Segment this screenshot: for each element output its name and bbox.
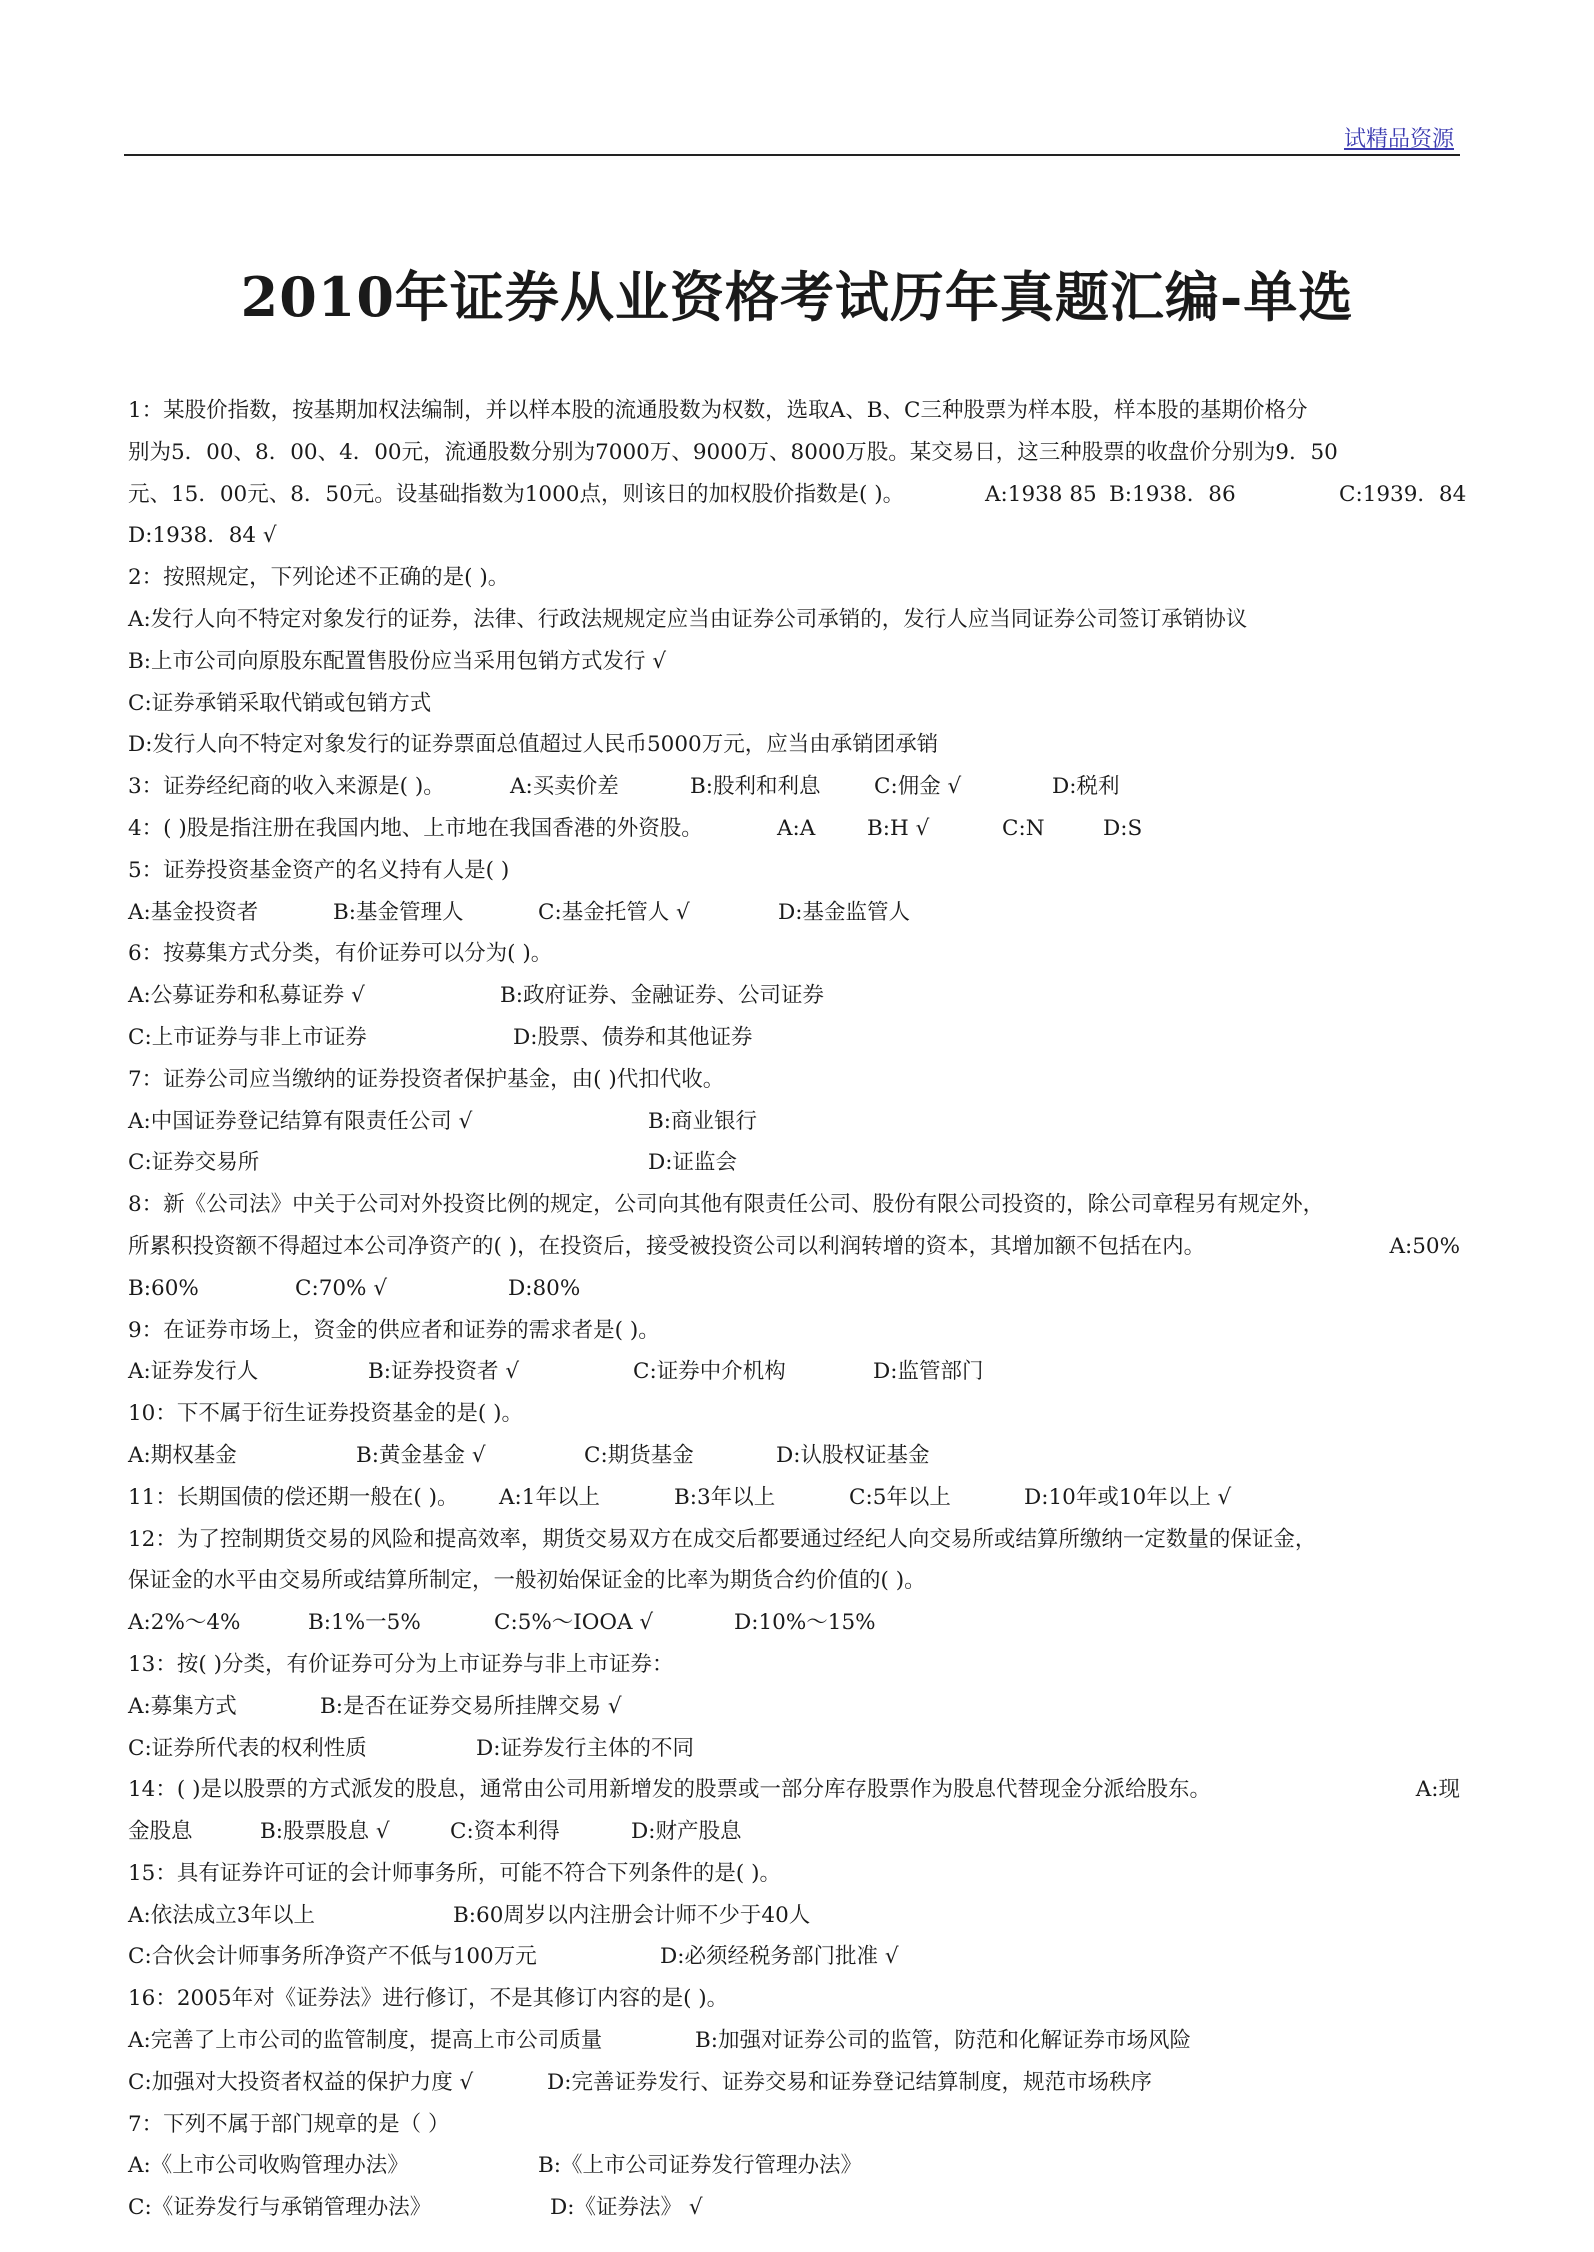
- text-line: [128, 1393, 1460, 1435]
- text-line: [128, 892, 1460, 934]
- text-line: [128, 1560, 1460, 1602]
- line-text: 5：证券投资基金资产的名义持有人是( ): [128, 857, 510, 883]
- line-segment: D:认股权证基金: [776, 1442, 930, 1468]
- line-segment: D:10年或10年以上 √: [1024, 1484, 1232, 1510]
- line-segment: B:基金管理人: [333, 899, 464, 925]
- text-line: [128, 1519, 1460, 1561]
- line-text: 15：具有证券许可证的会计师事务所，可能不符合下列条件的是( )。: [128, 1860, 781, 1886]
- text-line: [128, 1644, 1460, 1686]
- text-line: [128, 2020, 1460, 2062]
- line-segment: C:5%～IOOA √: [494, 1610, 654, 1636]
- line-segment: B:是否在证券交易所挂牌交易 √: [320, 1693, 622, 1719]
- text-line: [128, 2187, 1460, 2229]
- line-segment: C:资本利得: [450, 1819, 560, 1845]
- line-segment: A:1年以上: [499, 1484, 600, 1510]
- line-segment: B:政府证券、金融证券、公司证券: [500, 983, 825, 1009]
- text-line: [128, 1101, 1460, 1143]
- text-line: [128, 724, 1460, 766]
- line-segment: A:《上市公司收购管理办法》: [128, 2153, 409, 2179]
- line-segment: B:60周岁以内注册会计师不少于40人: [453, 1902, 811, 1928]
- line-segment: D:税利: [1052, 774, 1120, 800]
- line-text: 9：在证券市场上，资金的供应者和证券的需求者是( )。: [128, 1317, 660, 1343]
- text-line: [128, 1853, 1460, 1895]
- line-segment: A:公募证券和私募证券 √: [128, 983, 365, 1009]
- text-line: [128, 1728, 1460, 1770]
- line-segment: 14：( )是以股票的方式派发的股息，通常由公司用新增发的股票或一部分库存股票作为股息代替现金分派给股东。: [128, 1777, 1211, 1803]
- text-line: [128, 515, 1460, 557]
- line-segment: A:现: [1415, 1777, 1460, 1803]
- line-segment: C:5年以上: [849, 1484, 951, 1510]
- line-segment: 11：长期国债的偿还期一般在( )。: [128, 1484, 459, 1510]
- line-text: C:证券承销采取代销或包销方式: [128, 690, 432, 716]
- line-segment: D:基金监管人: [778, 899, 910, 925]
- line-text: 13：按( )分类，有价证券可分为上市证券与非上市证券：: [128, 1651, 674, 1677]
- line-segment: A:1938 85: [985, 481, 1097, 507]
- line-segment: C:佣金 √: [874, 774, 962, 800]
- text-line: [128, 1477, 1460, 1519]
- line-text: A:发行人向不特定对象发行的证券，法律、行政法规规定应当由证券公司承销的，发行人应当同证券公司签订承销协议: [128, 606, 1248, 632]
- line-text: 7：下列不属于部门规章的是（ ）: [128, 2111, 450, 2137]
- line-segment: A:完善了上市公司的监管制度，提高上市公司质量: [128, 2028, 603, 2054]
- line-text: 8：新《公司法》中关于公司对外投资比例的规定，公司向其他有限责任公司、股份有限公司投资的，除公司章程另有规定外，: [128, 1192, 1325, 1218]
- line-text: 16：2005年对《证券法》进行修订，不是其修订内容的是( )。: [128, 1986, 729, 2012]
- line-text: 保证金的水平由交易所或结算所制定，一般初始保证金的比率为期货合约价值的( )。: [128, 1568, 926, 1594]
- line-segment: C:70% √: [295, 1275, 388, 1301]
- line-segment: B:黄金基金 √: [356, 1442, 486, 1468]
- line-segment: B:《上市公司证券发行管理办法》: [538, 2153, 863, 2179]
- text-line: [128, 1978, 1460, 2020]
- line-segment: D:证券发行主体的不同: [476, 1735, 694, 1761]
- text-line: [128, 557, 1460, 599]
- line-segment: B:证券投资者 √: [368, 1359, 520, 1385]
- line-text: 10：下不属于衍生证券投资基金的是( )。: [128, 1401, 523, 1427]
- text-line: [128, 1017, 1460, 1059]
- line-text: 别为5．00、8．00、4．00元，流通股数分别为7000万、9000万、8000万股。某交易日，这三种股票的收盘价分别为9．50: [128, 439, 1338, 465]
- text-line: [128, 808, 1460, 850]
- text-line: [128, 641, 1460, 683]
- line-segment: 所累积投资额不得超过本公司净资产的( )，在投资后，接受被投资公司以利润转增的资本，其增加额不包括在内。: [128, 1233, 1206, 1259]
- line-segment: B:H √: [867, 815, 930, 841]
- line-segment: D:监管部门: [873, 1359, 984, 1385]
- question-list: [128, 390, 1467, 2229]
- line-segment: A:50%: [1389, 1233, 1460, 1259]
- line-segment: B:股票股息 √: [260, 1819, 390, 1845]
- text-line: [128, 1769, 1460, 1811]
- text-line: [128, 2104, 1460, 2146]
- line-segment: B:商业银行: [648, 1108, 758, 1134]
- line-text: 7：证券公司应当缴纳的证券投资者保护基金，由( )代扣代收。: [128, 1066, 725, 1092]
- line-segment: D:财产股息: [631, 1819, 742, 1845]
- line-segment: A:期权基金: [128, 1442, 237, 1468]
- line-segment: A:募集方式: [128, 1693, 237, 1719]
- line-segment: A:买卖价差: [510, 774, 619, 800]
- text-line: [128, 1184, 1460, 1226]
- line-segment: B:股利和利息: [690, 774, 821, 800]
- line-text: B:上市公司向原股东配置售股份应当采用包销方式发行 √: [128, 648, 667, 674]
- text-line: [128, 850, 1460, 892]
- text-line: [128, 2062, 1460, 2104]
- text-line: [128, 1059, 1460, 1101]
- text-line: [128, 1310, 1460, 1352]
- line-segment: A:A: [777, 815, 816, 841]
- text-line: [128, 1936, 1460, 1978]
- line-segment: D:证监会: [648, 1150, 737, 1176]
- line-segment: A:证券发行人: [128, 1359, 259, 1385]
- line-segment: A:中国证券登记结算有限责任公司 √: [128, 1108, 473, 1134]
- text-line: [128, 1435, 1460, 1477]
- text-line: [128, 2145, 1460, 2187]
- text-line: [128, 1142, 1460, 1184]
- text-line: [128, 683, 1460, 725]
- line-segment: 元、15．00元、8．50元。设基础指数为1000点，则该日的加权股价指数是( )。: [128, 481, 905, 507]
- text-line: [128, 1811, 1460, 1853]
- line-segment: C:期货基金: [584, 1442, 694, 1468]
- line-segment: B:3年以上: [674, 1484, 776, 1510]
- line-segment: B:60%: [128, 1275, 199, 1301]
- line-text: 12：为了控制期货交易的风险和提高效率，期货交易双方在成交后都要通过经纪人向交易所或结算所缴纳一定数量的保证金，: [128, 1526, 1317, 1552]
- line-segment: C:N: [1002, 815, 1045, 841]
- line-segment: B:1938．86: [1109, 481, 1236, 507]
- line-segment: C:上市证券与非上市证券: [128, 1024, 367, 1050]
- line-segment: C:证券中介机构: [633, 1359, 786, 1385]
- line-segment: A:依法成立3年以上: [128, 1902, 315, 1928]
- text-line: [128, 390, 1460, 432]
- text-line: [128, 1686, 1460, 1728]
- line-text: 2：按照规定，下列论述不正确的是( )。: [128, 565, 510, 591]
- text-line: [128, 432, 1460, 474]
- line-segment: D:《证券法》 √: [550, 2195, 703, 2221]
- line-segment: C:加强对大投资者权益的保护力度 √: [128, 2069, 474, 2095]
- text-line: [128, 1351, 1460, 1393]
- line-segment: C:证券交易所: [128, 1150, 260, 1176]
- line-segment: 3：证券经纪商的收入来源是( )。: [128, 774, 445, 800]
- line-text: 1：某股价指数，按基期加权法编制，并以样本股的流通股数为权数，选取A、B、C三种股票为样本股，样本股的基期价格分: [128, 398, 1308, 423]
- line-text: 6：按募集方式分类，有价证券可以分为( )。: [128, 941, 553, 967]
- line-segment: D:必须经税务部门批准 √: [660, 1944, 899, 1970]
- text-line: [128, 933, 1460, 975]
- line-segment: D:股票、债券和其他证券: [513, 1024, 753, 1050]
- text-line: [128, 766, 1460, 808]
- line-segment: C:合伙会计师事务所净资产不低与100万元: [128, 1944, 537, 1970]
- header-divider: [124, 154, 1460, 156]
- line-text: D:1938．84 √: [128, 523, 277, 549]
- line-segment: C:1939．84: [1339, 481, 1467, 507]
- line-segment: D:S: [1103, 815, 1143, 841]
- line-segment: A:2%～4%: [128, 1610, 241, 1636]
- text-line: [128, 1895, 1460, 1937]
- text-line: [128, 975, 1460, 1017]
- line-segment: 金股息: [128, 1819, 193, 1845]
- line-segment: B:1%一5%: [308, 1610, 421, 1636]
- line-segment: D:80%: [508, 1275, 581, 1301]
- text-line: [128, 599, 1460, 641]
- text-line: [128, 474, 1467, 516]
- text-line: [128, 1268, 1460, 1310]
- line-segment: C:《证券发行与承销管理办法》: [128, 2195, 432, 2221]
- line-segment: A:基金投资者: [128, 899, 259, 925]
- line-segment: C:证券所代表的权利性质: [128, 1735, 367, 1761]
- text-line: [128, 1226, 1460, 1268]
- document-title: 2010年证券从业资格考试历年真题汇编-单选: [240, 265, 1354, 329]
- header-resource-link[interactable]: 试精品资源: [1343, 127, 1454, 152]
- text-line: [128, 1602, 1460, 1644]
- line-text: D:发行人向不特定对象发行的证券票面总值超过人民币5000万元，应当由承销团承销: [128, 732, 939, 758]
- line-segment: C:基金托管人 √: [538, 899, 690, 925]
- line-segment: D:完善证券发行、证券交易和证券登记结算制度，规范市场秩序: [547, 2069, 1152, 2095]
- line-segment: 4：( )股是指注册在我国内地、上市地在我国香港的外资股。: [128, 815, 703, 841]
- line-segment: B:加强对证券公司的监管，防范和化解证券市场风险: [695, 2028, 1192, 2054]
- line-segment: D:10%～15%: [734, 1610, 876, 1636]
